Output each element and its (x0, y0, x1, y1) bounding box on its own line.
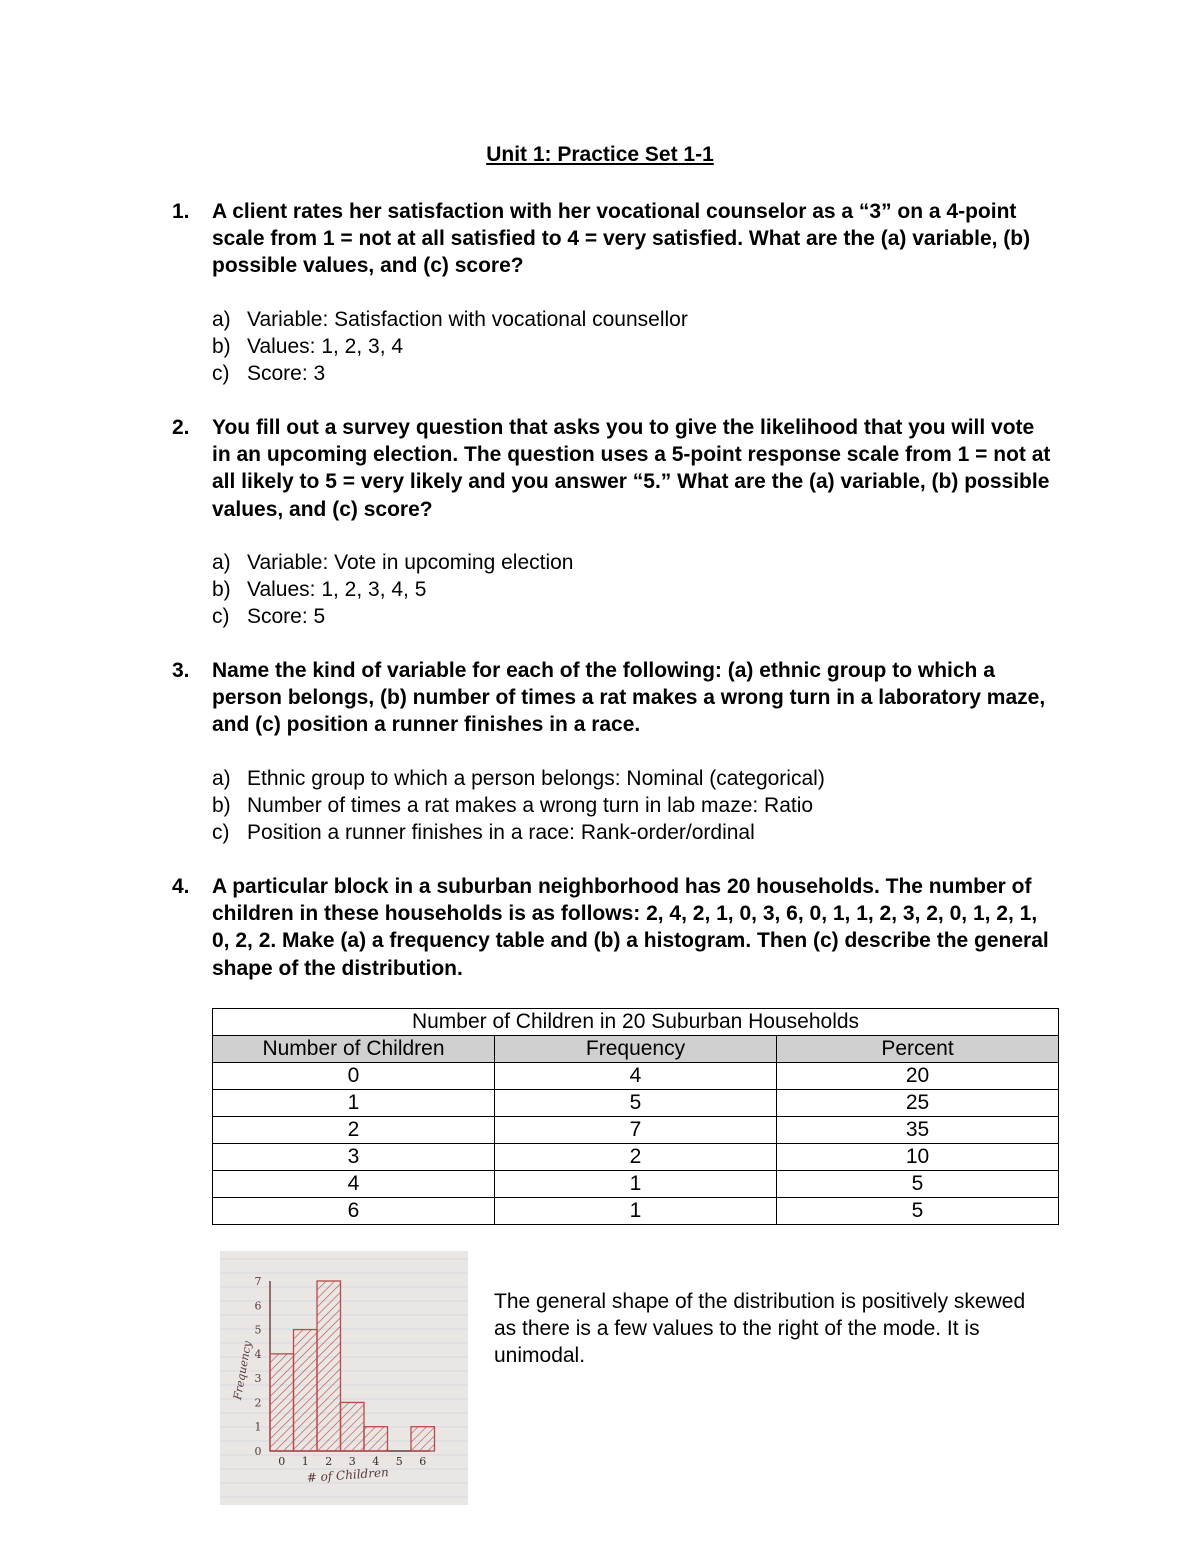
x-tick-label: 2 (325, 1455, 333, 1468)
table-cell: 6 (213, 1198, 495, 1225)
answer-letter: c) (212, 362, 230, 386)
y-tick-label: 1 (254, 1420, 262, 1434)
histogram-bar-4 (364, 1427, 388, 1451)
table-cell: 5 (495, 1090, 777, 1117)
answer-text: Ethnic group to which a person belongs: Nominal (categorical) (247, 767, 825, 790)
histogram-bar-1 (294, 1330, 318, 1451)
question-3 (172, 657, 1052, 739)
table-cell: 1 (495, 1171, 777, 1198)
answer-letter: a) (212, 551, 231, 574)
page-title: Unit 1: Practice Set 1-1 (486, 143, 714, 166)
table-cell: 10 (777, 1144, 1059, 1171)
table-cell: 1 (495, 1198, 777, 1225)
question-2 (172, 414, 1052, 523)
answer-item (212, 333, 1052, 360)
x-axis-label: # of Children (306, 1465, 390, 1485)
y-tick-label: 5 (254, 1323, 262, 1337)
table-row (213, 1144, 1059, 1171)
answer-text: Values: 1, 2, 3, 4, 5 (247, 578, 427, 602)
y-tick-label: 0 (254, 1445, 262, 1458)
table-cell: 20 (777, 1063, 1059, 1090)
table-row (213, 1117, 1059, 1144)
answer-letter: a) (212, 767, 231, 790)
histogram-photo (220, 1251, 468, 1505)
table-caption: Number of Children in 20 Suburban Households (213, 1009, 1059, 1036)
table-cell: 2 (213, 1117, 495, 1144)
answer-item (212, 549, 1052, 576)
table-caption-row (213, 1009, 1059, 1036)
x-tick-label: 4 (372, 1455, 380, 1468)
answer-letter: b) (212, 335, 231, 359)
table-row (213, 1063, 1059, 1090)
answer-item (212, 306, 1052, 333)
answer-list-1 (212, 306, 1052, 388)
question-text: A client rates her satisfaction with her vocational counselor as a “3” on a 4-point scale from 1 = not at all satisfied to 4 = very satisfied. What are the (a) variable, (b) possible values, and (c) score? (212, 200, 1031, 278)
distribution-description: The general shape of the distribution is positively skewed as there is a few values to the right of the mode. It is unimodal. (494, 1290, 1026, 1368)
answer-item (212, 819, 1052, 846)
y-tick-label: 4 (254, 1347, 262, 1361)
table-cell: 35 (777, 1117, 1059, 1144)
answer-item (212, 576, 1052, 603)
column-header-number-of-children: Number of Children (213, 1036, 495, 1063)
table-cell: 25 (777, 1090, 1059, 1117)
x-tick-label: 5 (395, 1455, 403, 1468)
table-cell: 3 (213, 1144, 495, 1171)
answer-text: Score: 5 (247, 605, 326, 629)
x-tick-label: 1 (301, 1455, 309, 1468)
column-header-frequency: Frequency (495, 1036, 777, 1063)
answer-letter: b) (212, 794, 231, 818)
y-tick-label: 3 (254, 1372, 262, 1386)
histogram-bar-2 (317, 1281, 341, 1451)
x-tick-label: 6 (419, 1455, 427, 1468)
answer-text: Values: 1, 2, 3, 4 (247, 335, 404, 359)
answer-text: Variable: Vote in upcoming election (247, 551, 574, 574)
histogram-bar-0 (270, 1354, 294, 1451)
x-tick-label: 3 (348, 1455, 356, 1468)
table-cell: 5 (777, 1198, 1059, 1225)
answer-item (212, 765, 1052, 792)
table-cell: 7 (495, 1117, 777, 1144)
question-number: 1. (172, 200, 190, 223)
question-1 (172, 198, 1052, 280)
answer-item (212, 360, 1052, 387)
table-cell: 2 (495, 1144, 777, 1171)
table-cell: 4 (213, 1171, 495, 1198)
answer-item (212, 792, 1052, 819)
histogram-bar-3 (341, 1402, 365, 1451)
table-row (213, 1171, 1059, 1198)
question-number: 2. (172, 416, 190, 439)
table-row (213, 1198, 1059, 1225)
y-tick-label: 2 (254, 1396, 262, 1410)
question-number: 4. (172, 875, 190, 898)
question-text: You fill out a survey question that asks you to give the likelihood that you will vote in an upcoming election. The question uses a 5-point response scale from 1 = not at all likely to 5 = very likely and you answer “5.” What are the (a) variable, (b) possible values, and (c) score? (212, 416, 1051, 521)
histogram-chart (220, 1251, 468, 1505)
table-row (213, 1090, 1059, 1117)
question-number: 3. (172, 659, 190, 682)
answer-letter: c) (212, 605, 230, 629)
answer-letter: a) (212, 308, 231, 331)
answer-text: Score: 3 (247, 362, 326, 386)
answer-list-2 (212, 549, 1052, 631)
column-header-percent: Percent (777, 1036, 1059, 1063)
y-tick-label: 6 (254, 1299, 262, 1313)
question-text: Name the kind of variable for each of the following: (a) ethnic group to which a person belongs, (b) number of times a rat makes a wrong turn in a laboratory maze, and (c) position a runner finishes in a race. (212, 659, 1046, 737)
answer-letter: b) (212, 578, 231, 602)
answer-text: Variable: Satisfaction with vocational counsellor (247, 308, 688, 331)
answer-list-3 (212, 765, 1052, 847)
x-tick-label: 0 (278, 1455, 286, 1468)
table-cell: 1 (213, 1090, 495, 1117)
answer-text: Number of times a rat makes a wrong turn in lab maze: Ratio (247, 794, 814, 818)
y-axis-label: Frequency (230, 1339, 255, 1401)
frequency-table (212, 1008, 1059, 1225)
histogram-bar-6 (411, 1427, 435, 1451)
table-cell: 0 (213, 1063, 495, 1090)
answer-letter: c) (212, 821, 230, 845)
answer-item (212, 603, 1052, 630)
question-4 (172, 873, 1052, 982)
y-tick-label: 7 (254, 1275, 262, 1288)
table-cell: 4 (495, 1063, 777, 1090)
answer-text: Position a runner finishes in a race: Rank-order/ordinal (247, 821, 755, 845)
table-header-row (213, 1036, 1059, 1063)
question-text: A particular block in a suburban neighborhood has 20 households. The number of children in these households is as follows: 2, 4, 2, 1, 0, 3, 6, 0, 1, 1, 2, 3, 2, 0, 1, 2, 1, 0, 2, 2. Make (a) a frequency table and (b) a histogram. Then (c) describe the general shape of the distribution. (212, 875, 1049, 980)
table-cell: 5 (777, 1171, 1059, 1198)
